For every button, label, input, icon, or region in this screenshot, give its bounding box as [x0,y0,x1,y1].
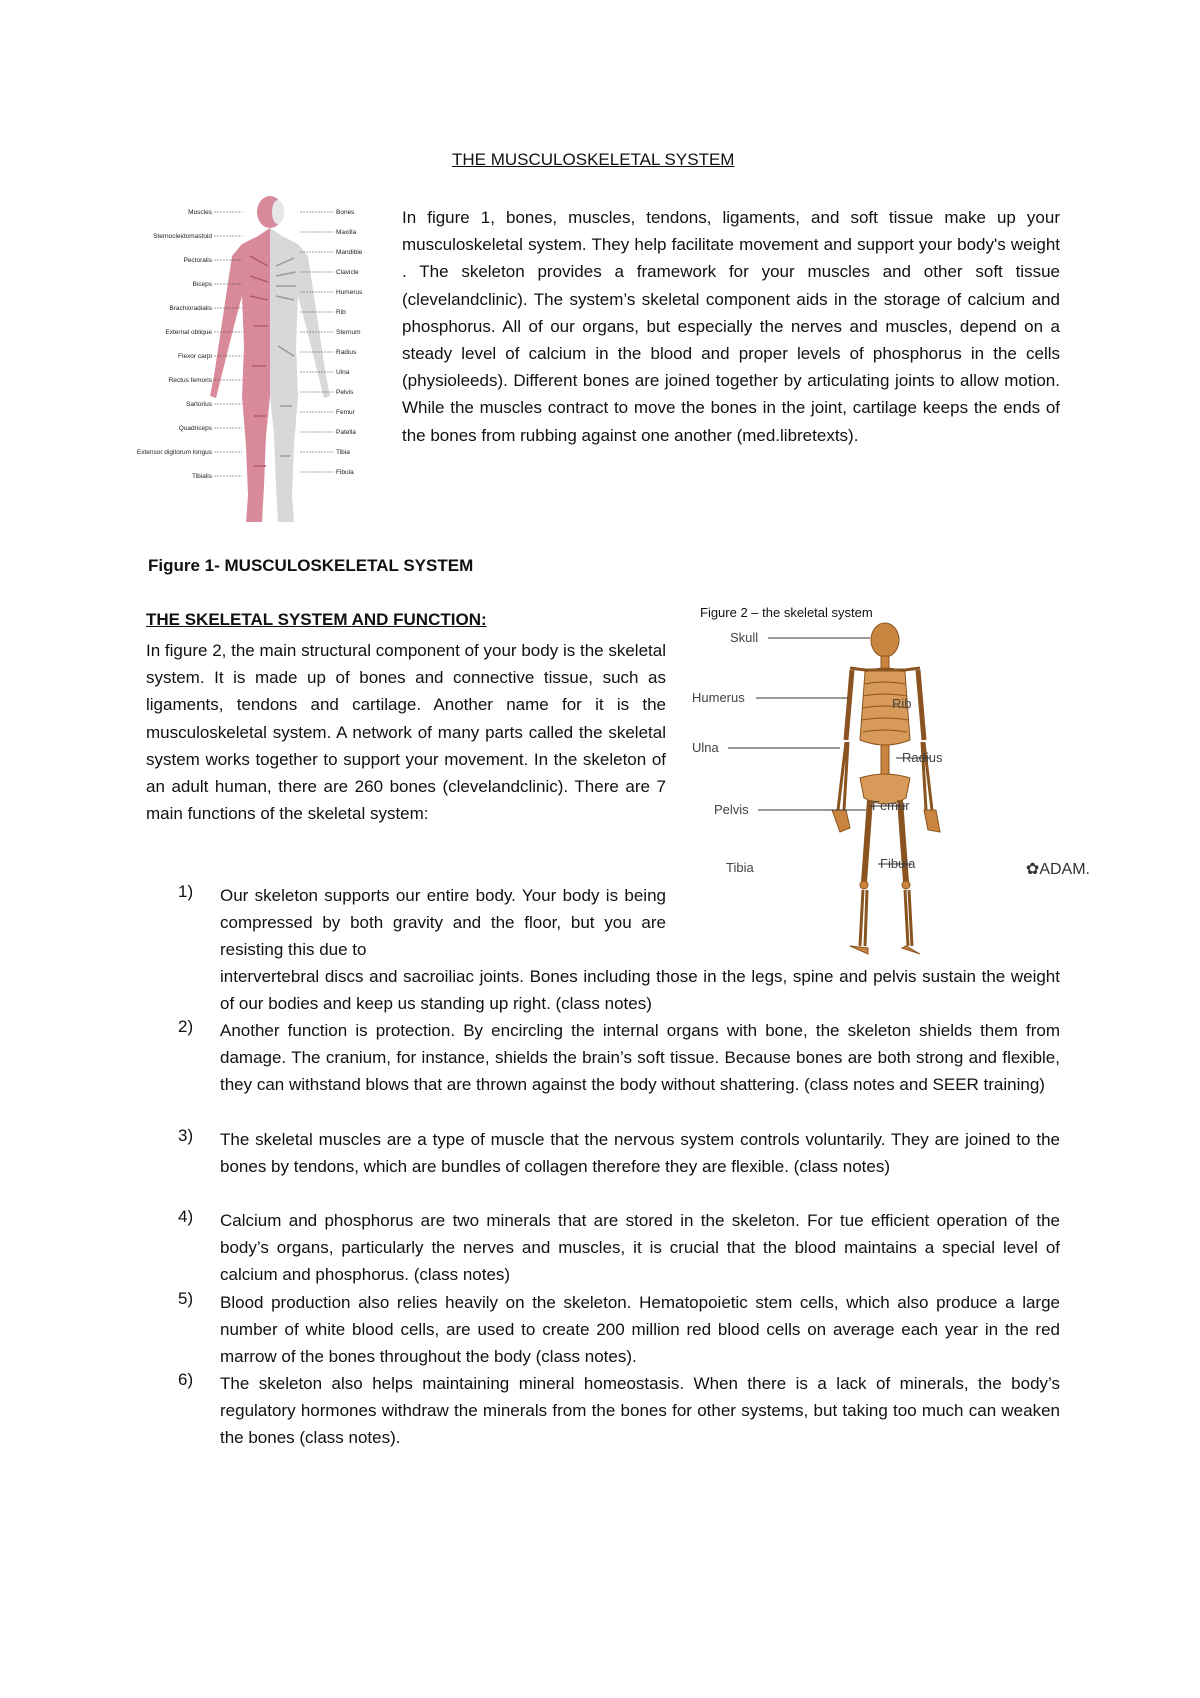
list-item-number: 1) [178,882,194,901]
figure-label: Mandible [336,249,363,256]
list-item-number: 2) [178,1017,194,1036]
list-item-number: 5) [178,1289,194,1308]
adam-logo: ✿ADAM. [1025,861,1090,878]
section-intro-paragraph: In figure 2, the main structural component of your body is the skeletal system. It is made up of bones and connective tissue, such as ligaments, tendons and cartilage. Another name for it is the musculoskeletal system. A network of many parts called the skeletal system works together to support your movement. In the skeleton of an adult human, there are 260 bones (clevelandclinic). There are 7 main functions of the skeletal system: [146,641,666,824]
list-item-text: The skeleton also helps maintaining mineral homeostasis. When there is a lack of minerals, the body’s regulatory hormones withdraw the minerals from the bones for other systems, but taking too much can weaken the bones (class notes). [220,1374,1060,1448]
figure-label: Clavicle [336,269,359,276]
figure-label: Sternum [336,329,361,336]
list-item [178,882,666,964]
figure2-label-radius: Radius [902,750,943,765]
figure-label: Femur [336,409,355,416]
list-item [178,1289,1060,1371]
figure-label: Sternocleidomastoid [153,233,212,240]
list-item [178,1207,1060,1289]
figure-label: Biceps [192,281,212,288]
figure2-label-tibia: Tibia [726,860,754,875]
figure2-label-pelvis: Pelvis [714,802,749,817]
list-item-text: Blood production also relies heavily on the skeleton. Hematopoietic stem cells, which also produce a large number of white blood cells, are used to create 200 million red blood cells on average each year in the red marrow of the bones throughout the body (class notes). [220,1293,1060,1367]
list-item [178,1370,1060,1452]
figure-label: Ulna [336,369,350,376]
figure1-caption: Figure 1- MUSCULOSKELETAL SYSTEM [148,556,474,575]
figure-label: Pelvis [336,389,354,396]
figure2-skeleton-diagram [692,620,1100,960]
figure-label: Rectus femoris [168,377,212,384]
list-item-text: Calcium and phosphorus are two minerals that are stored in the skeleton. For tue efficient operation of the body’s organs, particularly the nerves and muscles, it is crucial that the blood maintains a special level of calcium and phosphorus. (class notes) [220,1211,1060,1285]
figure2-label-fibula: Fibula [880,856,916,871]
document-title: THE MUSCULOSKELETAL SYSTEM [452,150,735,169]
figure-label: External oblique [165,329,212,336]
list-item [178,1126,1060,1180]
figure2-label-femur: Femur [872,798,910,813]
figure2-labels [692,630,1090,878]
figure2-label-ulna: Ulna [692,740,719,755]
figure-label: Tibia [336,449,350,456]
list-item-text-part: Our skeleton supports our entire body. Your body is being compressed by both gravity and the floor, but you are resisting this due to [220,886,666,960]
figure-label: Extensor digitorum longus [136,449,212,456]
figure-label: Radius [336,349,357,356]
list-item-number: 4) [178,1207,194,1226]
figure2-label-humerus: Humerus [692,690,745,705]
figure-label: Quadriceps [178,425,212,432]
list-item [178,1017,1060,1099]
section-heading: THE SKELETAL SYSTEM AND FUNCTION: [146,610,487,629]
list-item [220,963,1060,1017]
figure-label: Flexor carpi [178,353,212,360]
figure2-skeleton [832,623,940,954]
figure-label: Maxilla [336,229,357,236]
figure-label: Rib [336,309,346,316]
figure2-label-rib: Rib [892,696,912,711]
list-item-text-part: intervertebral discs and sacroiliac joints. Bones including those in the legs, spine and pelvis sustain the weight of our bodies and keep us standing up right. (class notes) [220,967,1060,1014]
figure1-right-labels [300,209,363,476]
figure1-body [210,196,330,522]
figure2-caption: Figure 2 – the skeletal system [700,605,873,620]
figure-label: Fibula [336,469,354,476]
figure-label: Sartorius [185,401,212,408]
list-item-text: Another function is protection. By encircling the internal organs with bone, the skeleton shields them from damage. The cranium, for instance, shields the brain’s soft tissue. Because bones are both strong and flexible, they can withstand blows that are thrown against the body without shattering. (class notes and SEER training) [220,1021,1060,1095]
figure-label: Muscles [188,209,212,216]
figure1-musculoskeletal-diagram [136,196,390,526]
list-item-text: The skeletal muscles are a type of muscle that the nervous system controls voluntarily. They are joined to the bones by tendons, which are bundles of collagen therefore they are flexible. (class notes) [220,1130,1060,1177]
figure-label: Brachioradialis [169,305,212,312]
figure2-label-skull: Skull [730,630,759,645]
list-item-number: 6) [178,1370,194,1389]
figure-label: Tibialis [192,473,212,480]
list-item-number: 3) [178,1126,194,1145]
figure-label: Bones [336,209,355,216]
figure-label: Patella [336,429,356,436]
figure-label: Humerus [336,289,363,296]
intro-paragraph: In figure 1, bones, muscles, tendons, ligaments, and soft tissue make up your musculoskeletal system. They help facilitate movement and support your body's weight . The skeleton provides a framework for your muscles and other soft tissue (clevelandclinic). The system’s skeletal component aids in the storage of calcium and phosphorus. All of our organs, but especially the nerves and muscles, depend on a steady level of calcium in the blood and proper levels of phosphorus in the cells (physioleeds). Different bones are joined together by articulating joints to allow motion. While the muscles contract to move the bones in the joint, cartilage keeps the ends of the bones from rubbing against one another (med.libretexts). [402,208,1060,445]
figure-label: Pectoralis [183,257,212,264]
